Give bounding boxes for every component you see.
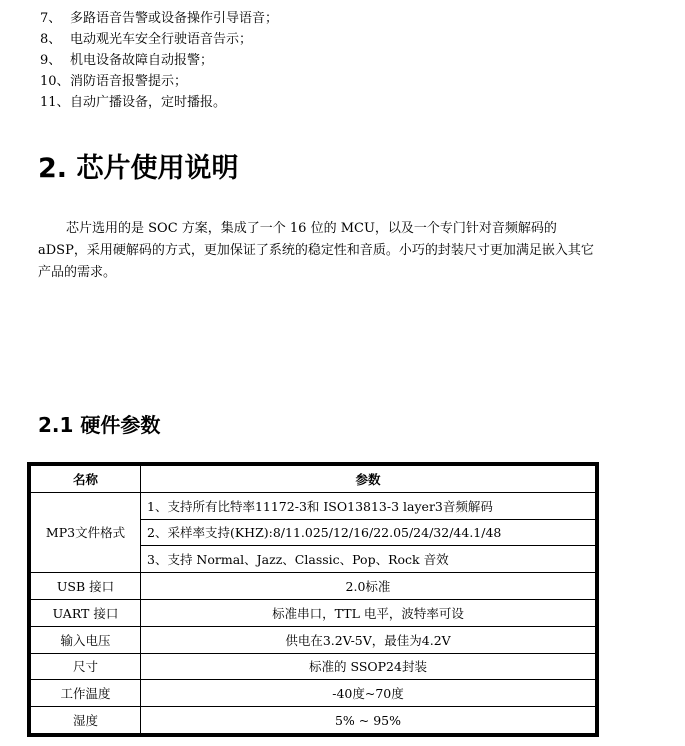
list-item: 9、 机电设备故障自动报警； [40,53,214,68]
section-paragraph: 芯片选用的是 SOC 方案，集成了一个 16 位的 MCU，以及一个专门针对音频解码的 aDSP，采用硬解码的方式，更加保证了系统的稳定性和音质。小巧的封装尺寸更加满足嵌入其它产品的需求。 [38,221,594,280]
row-name: 尺寸 [31,653,141,680]
list-item: 11、自动广播设备，定时播报。 [40,95,227,110]
row-name: UART 接口 [31,599,141,626]
table-header-row [31,466,596,493]
row-value: 标准串口，TTL 电平，波特率可设 [141,599,596,626]
row-name: 湿度 [31,707,141,734]
list-item: 7、 多路语音告警或设备操作引导语音； [40,11,279,26]
row-value: 1、支持所有比特率11172-3和 ISO13813-3 layer3音频解码 [141,492,596,519]
row-value: 2、采样率支持(KHZ):8/11.025/12/16/22.05/24/32/44.1/48 [141,519,596,546]
row-value: 3、支持 Normal、Jazz、Classic、Pop、Rock 音效 [141,546,596,573]
list-item: 10、消防语音报警提示； [40,74,188,89]
row-value: 5% ~ 95% [141,707,596,734]
table-row [31,680,596,707]
header-name: 名称 [31,466,141,493]
row-value: 标准的 SSOP24封装 [141,653,596,680]
table-row [31,626,596,653]
section-heading: 2. 芯片使用说明 [38,153,239,184]
row-value: 供电在3.2V-5V，最佳为4.2V [141,626,596,653]
row-value: -40度~70度 [141,680,596,707]
row-name: USB 接口 [31,573,141,600]
list-item: 8、 电动观光车安全行驶语音告示； [40,32,253,47]
header-param: 参数 [141,466,596,493]
table-row [31,573,596,600]
table-row [31,653,596,680]
row-value: 2.0标准 [141,573,596,600]
subsection-heading: 2.1 硬件参数 [38,413,161,437]
feature-list [40,8,278,113]
row-name: MP3文件格式 [31,492,141,572]
table-row [31,492,596,519]
row-name: 输入电压 [31,626,141,653]
table-row [31,707,596,734]
hardware-params-table [27,462,599,737]
row-name: 工作温度 [31,680,141,707]
table-row [31,599,596,626]
